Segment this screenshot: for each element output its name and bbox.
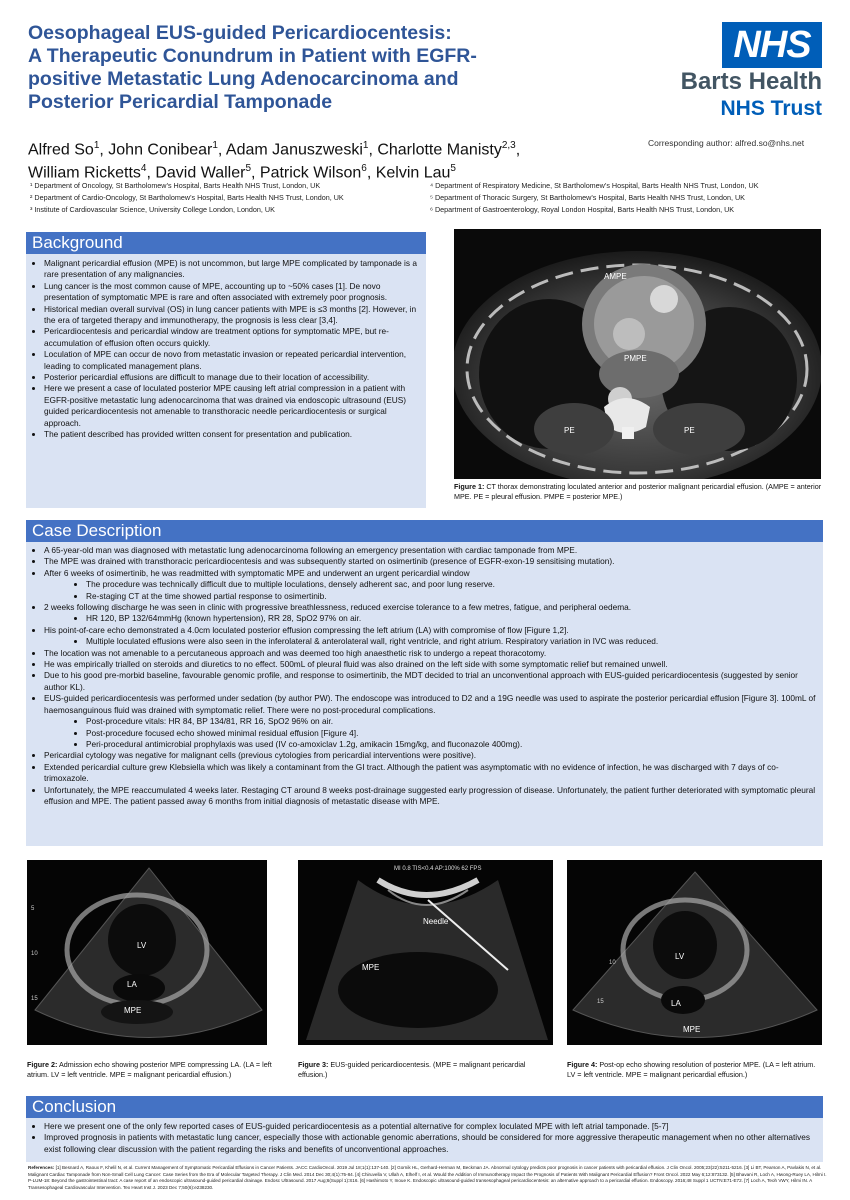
list-item: • Loculation of MPE can occur de novo from metastatic invasion or repeated pericardial intervention, leading to complicated management plans. [44,349,422,372]
author-sup: 4 [140,163,147,175]
title-line: positive Metastatic Lung Adenocarcinoma and [28,68,459,90]
list-item-text: His point-of-care echo demonstrated a 4.0cm loculated posterior effusion compressing the left atrium (LA) with compromise of flow [Figure 1,2]. [44,624,569,635]
sub-list-item: • Re-staging CT at the time showed partial response to osimertinib. [86,591,820,602]
affiliation: ⁶ Department of Gastroenterology, Royal London Hospital, Barts Health NHS Trust, London, UK [430,205,735,214]
org-trust: NHS Trust [720,97,822,120]
caption-label: Figure 3: [298,1060,329,1069]
affiliation: ¹ Department of Oncology, St Bartholomew’s Hospital, Barts Health NHS Trust, London, UK [30,181,321,190]
author-name: Adam Januszweski [225,141,363,159]
echo-label-la: LA [127,980,137,989]
depth-marker: 5 [31,906,35,912]
sub-list-item: • The procedure was technically difficult due to multiple loculations, densely adherent sac, and poor lung reserve. [86,579,820,590]
list-item: • Posterior pericardial effusions are difficult to manage due to their location of accessibility. [44,372,422,383]
references-label: References: [28,1165,55,1170]
author-name: John Conibear [108,141,213,159]
caption-text: EUS-guided pericardiocentesis. (MPE = malignant pericardial effusion.) [298,1060,526,1079]
author-sup: 1 [212,140,218,151]
depth-marker: 15 [31,996,38,1002]
section-heading: Background [26,232,426,254]
affiliation: ³ Institute of Cardiovascular Science, University College London, London, UK [30,205,275,214]
caption-label: Figure 1: [454,482,485,491]
list-item [44,568,820,602]
caption-text: Admission echo showing posterior MPE compressing LA. (LA = left atrium. LV = left ventricle. MPE = malignant pericardial effusion.) [27,1060,272,1079]
echo-label-lv: LV [137,941,147,950]
echo-graphic [567,860,822,1045]
author-name: Charlotte Manisty [377,141,502,159]
sub-list-item: • Post-procedure vitals: HR 84, BP 134/81, RR 16, SpO2 96% on air. [86,716,820,727]
list-item: • Lung cancer is the most common cause of MPE, accounting up to ~50% cases [1]. De novo presentation of symptomatic MPE is rare and often associated with extremely poor prognosis. [44,281,422,304]
list-item: • Pericardiocentesis and pericardial window are treatment options for symptomatic MPE, but re-accumulation of effusion often occurs quickly. [44,326,422,349]
ct-label-ampe: AMPE [604,272,627,281]
author-sup: 5 [245,163,251,175]
author-sup: 5 [450,163,456,175]
title-line: Oesophageal EUS-guided Pericardiocentesis: [28,22,452,44]
list-item: • The MPE was drained with transthoracic pericardiocentesis and was subsequently started on osimertinib (presence of EGFR-exon-19 sensitising mutation). [44,556,820,567]
depth-marker: 15 [597,999,604,1005]
eus-label-mpe: MPE [362,963,380,972]
case-description-body [30,545,820,807]
author-name: Patrick Wilson [259,164,362,182]
poster-title [28,22,588,114]
author-name: Alfred So [28,141,94,159]
caption-text: CT thorax demonstrating loculated anterior and posterior malignant pericardial effusion. (AMPE = anterior MPE. PE = pleural effusion. PMPE = posterior MPE.) [454,482,822,501]
sub-list-item: • Peri-procedural antimicrobial prophylaxis was used (IV co-amoxiclav 1.2g, amikacin 15mg/kg, and fluconazole 400mg). [86,739,820,750]
list-item-text: 2 weeks following discharge he was seen in clinic with progressive breathlessness, reduced exercise tolerance to a few metres, fatigue, and peripheral oedema. [44,602,632,613]
caption-label: Figure 2: [27,1060,58,1069]
references-text: [1] Besnard A, Raoux F, Khelil N, et al. Current Management of Symptomatic Pericardial Effusions in Cancer Patients. JACC CardioOncol. 2019 Jul 18;1(1):137-140. [2] Gornik HL, Gerhard-Herman M, Beckman JA. Abnormal cytology predicts poor prognosis in cancer patients with pericardial effusion. J Clin Oncol. 2005;23(22):5211-5216. [3] Li BT, Pearson A, Pavlakis N, et al. Malignant Cardiac Tamponade from Non-Small Cell Lung Cancer: Case Series from the Era of Molecular Targeted Therapy. J Clin Med. 2014 Dec 30;4(1):75-84. [4] Chiruvella V, Ullah A, Elhelf I, et al. Would the Addition of Immunotherapy Impact the Prognosis of Patients With Malignant Pericardial Effusion? Front Oncol. 2022 May 6;12:873132. [5] Bhavani R, Loch A, Hwong-Ruey LA, Hilmi I. P-LUM-18: Beyond the gastrointestinal tract: A case report of an endoscopic ultrasound-guided pericardial drainage. Endosc Ultrasound. 2017 Aug;6(Suppl 1):S16. [6] Hashimoto Y, Inoue K. Endoscopic ultrasound-guided transesophageal pericardiocentesis: an alternative approach to a pericardial effusion. Endoscopy. 2016;48 Suppl 1 UCTN:E71-E72. [7] Loch A, Teoh VWY, Hilmi IN. A Transesophageal Cardiovascular Intervention. Tex Heart Inst J. 2023 Dec 7;50(6):e238230. [28,1165,827,1190]
figure-1-caption [454,482,824,502]
list-item: • He was empirically trialled on steroids and diuretics to no effect. 500mL of pleural fluid was also drained on the left side with some symptomatic relief but remained unwell. [44,659,820,670]
ct-label-pmpe: PMPE [624,354,647,363]
section-heading: Case Description [26,520,823,542]
figure-4-echo-image [567,860,822,1045]
list-item: • Unfortunately, the MPE reaccumulated 4 weeks later. Restaging CT around 8 weeks post-drainage suggested early progression of disease. Unfortunately, the patient further deteriorated with symptomatic pleural effusion and MPE. The patient passed away 6 months from initial diagnosis of metastatic disease with MPE. [44,785,820,808]
echo-graphic [27,860,267,1045]
section-heading: Conclusion [26,1096,823,1118]
list-item: • Historical median overall survival (OS) in lung cancer patients with MPE is ≤3 months [2]. However, in the era of targeted therapy and immunotherapy, the prognosis is less clear [3,4]. [44,304,422,327]
list-item: • Here we present a case of loculated posterior MPE causing left atrial compression in a patient with EGFR-positive metastatic lung adenocarcinoma that was drained via endoscopic ultrasound (EUS) guided pericardiocentesis not amenable to transthoracic needle pericardiocentesis or surgical approach. [44,383,422,429]
figure-4-caption [567,1060,825,1080]
ct-label-pe-left: PE [564,426,575,435]
eus-header: MI 0.8 TIS<0.4 AP:100% 62 FPS [394,866,482,872]
list-item: • Due to his good pre-morbid baseline, favourable genomic profile, and response to osimertinib, the MDT decided to trial an unconventional approach with EUS-guided pericardiocentesis (suggested by senior author KL). [44,670,820,693]
background-body [30,258,422,441]
author-sup: 1 [362,140,369,151]
org-name: Barts Health [680,68,822,95]
ct-label-pe-right: PE [684,426,695,435]
echo-label-la: LA [671,999,681,1008]
eus-label-needle: Needle [423,917,449,926]
author-name: Kelvin Lau [375,164,451,182]
list-item-text: EUS-guided pericardiocentesis was performed under sedation (by author PW). The endoscope was introduced to D2 and a 19G needle was used to aspirate the posterior pericardial effusion [Figure 3]. 100mL of haemosanguinous fluid was drained with symptomatic relief. There were no post-procedural complications. [44,693,816,715]
affiliation: ² Department of Cardio-Oncology, St Bartholomew’s Hospital, Barts Health NHS Trust, London, UK [30,193,344,202]
references [28,1165,828,1191]
author-sup: 2,3 [501,140,516,151]
list-item: • Extended pericardial culture grew Klebsiella which was likely a contaminant from the GI tract. Although the patient was asymptomatic with no evidence of infection, he was discharged with 7 days of co-trimoxazole. [44,762,820,785]
figure-3-caption [298,1060,556,1080]
figure-1-ct-image [454,229,821,479]
affiliations-left [30,180,420,216]
author-list [28,136,628,183]
affiliation: ⁴ Department of Respiratory Medicine, St Bartholomew’s Hospital, Barts Health NHS Trust, London, UK [430,181,759,190]
sub-list-item: • HR 120, BP 132/64mmHg (known hypertension), RR 28, SpO2 97% on air. [86,613,820,624]
list-item [44,693,820,750]
depth-marker: 10 [609,960,616,966]
author-line-2: William Ricketts$^4$, David Waller$^5$, Patrick Wilson$^6$, Kelvin Lau$^5$ [28,163,456,182]
conclusion-body [26,1118,823,1155]
figure-2-caption [27,1060,282,1080]
affiliation: ⁵ Department of Thoracic Surgery, St Bartholomew’s Hospital, Barts Health NHS Trust, London, UK [430,193,745,202]
conclusion-section [26,1096,823,1162]
list-item: • The patient described has provided written consent for presentation and publication. [44,429,422,440]
caption-text: Post-op echo showing resolution of posterior MPE. (LA = left atrium. LV = left ventricle. MPE = malignant pericardial effusion.) [567,1060,816,1079]
author-line-1: Alfred So$^1$, John Conibear$^1$, Adam Januszweski$^1$, Charlotte Manisty$^{2,3}$, [28,140,521,159]
author-sup: 1 [93,140,100,151]
list-item: • The location was not amenable to a percutaneous approach and was deemed too high anaesthetic risk to undergo a repeat thoracotomy. [44,648,820,659]
list-item: • Malignant pericardial effusion (MPE) is not uncommon, but large MPE complicated by tamponade is a rare presentation of any malignancies. [44,258,422,281]
eus-graphic [298,860,553,1045]
affiliations-right [430,180,830,216]
figure-2-echo-image [27,860,267,1045]
author-sup: 6 [361,163,367,175]
list-item [44,602,820,625]
echo-label-lv: LV [675,952,685,961]
list-item: • Pericardial cytology was negative for malignant cells (previous cytologies from pericardial interventions were positive). [44,750,820,761]
author-name: William Ricketts [28,164,141,182]
title-line: Posterior Pericardial Tamponade [28,91,333,113]
list-item [44,625,820,648]
author-name: David Waller [155,164,246,182]
sub-list-item: • Post-procedure focused echo showed minimal residual effusion [Figure 4]. [86,728,820,739]
echo-label-mpe: MPE [683,1025,701,1034]
list-item-text: After 6 weeks of osimertinib, he was readmitted with symptomatic MPE and underwent an urgent pericardial window [44,567,470,578]
echo-label-mpe: MPE [124,1006,142,1015]
caption-label: Figure 4: [567,1060,598,1069]
list-item: • Improved prognosis in patients with metastatic lung cancer, especially those with actionable genomic aberrations, should be considered for more aggressive therapeutic management when no other alternatives exist following clear discussion with the patient regarding the risks and benefits of unconventional approaches. [44,1132,819,1155]
depth-marker: 10 [31,951,38,957]
title-line: A Therapeutic Conundrum in Patient with EGFR- [28,45,477,67]
list-item: • Here we present one of the only few reported cases of EUS-guided pericardiocentesis as a potential alternative for complex loculated MPE with left atrial tamponade. [5-7] [44,1121,819,1132]
ct-scan-graphic [454,229,821,479]
figure-3-eus-image [298,860,553,1045]
corresponding-author: Corresponding author: alfred.so@nhs.net [648,138,805,148]
list-item: • A 65-year-old man was diagnosed with metastatic lung adenocarcinoma following an emergency presentation with cardiac tamponade from MPE. [44,545,820,556]
sub-list-item: • Multiple loculated effusions were also seen in the inferolateral & anterolateral wall, right ventricle, and right atrium. Respiratory variation in IVC was reduced. [86,636,820,647]
nhs-logo: NHS [722,22,822,68]
